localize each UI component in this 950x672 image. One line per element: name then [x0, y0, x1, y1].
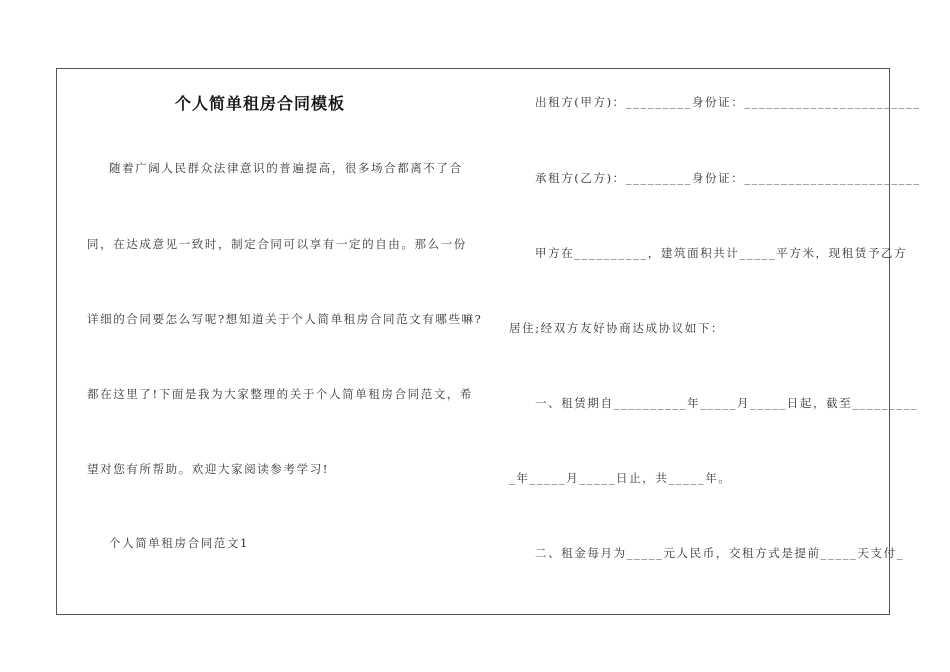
document-page — [56, 68, 921, 615]
intro-line-3: 详细的合同要怎么写呢?想知道关于个人简单租房合同范文有哪些嘛? — [87, 312, 483, 326]
intro-line-2: 同，在达成意见一致时，制定合同可以享有一定的自由。那么一份 — [87, 237, 467, 251]
contract-heading: 个人简单租房合同范文1 — [109, 536, 249, 550]
term-line-1: 一、租赁期自__________年_____月_____日起，截至_________ — [535, 396, 919, 410]
document-title: 个人简单租房合同模板 — [175, 94, 346, 113]
lessor-line: 出租方(甲方)：_________身份证：________________________ — [535, 95, 921, 109]
lessee-line: 承租方(乙方)：_________身份证：________________________ — [535, 171, 921, 185]
term-line-2: _年_____月_____日止，共_____年。 — [509, 471, 732, 485]
property-line-1: 甲方在__________，建筑面积共计_____平方米，现租赁予乙方 — [535, 246, 908, 260]
intro-line-1: 随着广阔人民群众法律意识的普遍提高，很多场合都离不了合 — [109, 161, 463, 175]
intro-line-5: 望对您有所帮助。欢迎大家阅读参考学习! — [87, 462, 330, 476]
rent-line: 二、租金每月为_____元人民币，交租方式是提前_____天支付_ — [535, 546, 905, 560]
property-line-2: 居住;经双方友好协商达成协议如下： — [509, 321, 725, 335]
right-column — [475, 69, 921, 614]
intro-line-4: 都在这里了!下面是我为大家整理的关于个人简单租房合同范文，希 — [87, 387, 474, 401]
left-column — [57, 69, 483, 614]
